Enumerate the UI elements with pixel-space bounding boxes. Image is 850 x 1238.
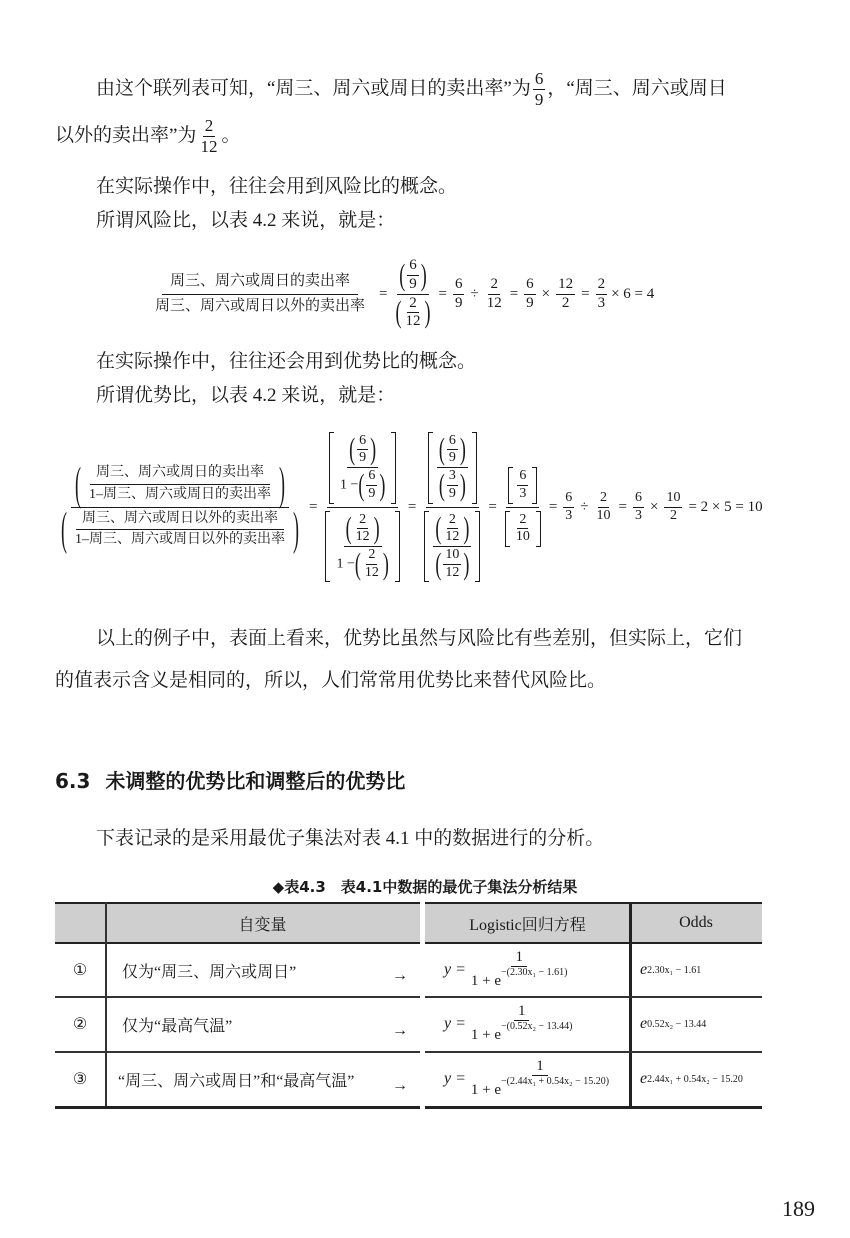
numerator: ( $\frac{6}{9}$ ) 1 − ( $\frac{6}{9}$ ): [327, 432, 398, 508]
numerator: 2: [598, 491, 609, 508]
row-equation: [444, 944, 571, 996]
odds-base: e: [640, 1070, 648, 1087]
text: 以外的卖出率”为: [55, 125, 197, 146]
row-index: ②: [72, 1016, 88, 1033]
numerator: 2: [366, 548, 377, 565]
denominator: 3: [597, 294, 606, 311]
equals: =: [379, 285, 388, 302]
equals: =: [618, 498, 627, 515]
numerator: 2: [447, 513, 458, 530]
numerator: 1: [514, 1004, 530, 1021]
numerator: 10: [664, 491, 682, 508]
denominator: 1–周三、周六或周日的卖出率: [89, 486, 271, 502]
divide: ÷: [580, 498, 589, 515]
denominator: 9: [368, 485, 376, 501]
numerator: 2: [488, 277, 500, 295]
denominator-base: 1 + e: [470, 1082, 502, 1098]
numerator: ( $\frac{6}{9}$ ): [397, 258, 429, 295]
equals: =: [548, 498, 558, 515]
numerator: 6: [453, 277, 465, 295]
denominator: ( $\frac{2}{12}$ ): [395, 294, 431, 330]
denominator-base: 1 + e: [470, 1027, 502, 1043]
denominator: 12: [405, 313, 421, 330]
numerator: 周三、周六或周日的卖出率: [90, 466, 270, 485]
text: 由这个联列表可知，“周三、周六或周日的卖出率”为: [96, 78, 531, 99]
equals: =: [488, 498, 497, 515]
numerator: 2: [204, 116, 214, 136]
row-odds: [640, 1053, 743, 1105]
denominator: ( $\frac{\text{周三、周六或周日以外的卖出率}}{\text{1–周三、周六或周日以外的卖出率}}$ ): [61, 502, 299, 555]
denominator: ( $\frac{2}{12}$ ) ( $\frac{10}{12}$ ): [422, 508, 482, 583]
denominator: 10: [515, 529, 530, 545]
denominator: 9: [359, 450, 367, 466]
numerator: ( $\frac{6}{9}$ ) ( $\frac{3}{9}$ ): [426, 432, 479, 508]
numerator: 1: [532, 1059, 548, 1076]
numerator: 2: [596, 277, 608, 295]
numerator: 6: [517, 469, 528, 486]
numerator: 2: [407, 296, 419, 314]
numerator: 6: [633, 491, 644, 508]
table-bottom-rule: [425, 1106, 762, 1109]
numerator: 12: [556, 277, 575, 295]
denominator: 9: [454, 294, 463, 311]
denominator: 2: [669, 507, 677, 523]
numerator: 6: [366, 469, 377, 486]
text-line: 所谓风险比，以表 4.2 来说，就是：: [96, 210, 396, 231]
denominator: 12: [445, 529, 460, 545]
result: × 6 = 4: [611, 285, 655, 302]
row-odds: [640, 944, 701, 996]
result: = 2 × 5 = 10: [688, 498, 763, 515]
denominator: 周三、周六或周日以外的卖出率: [155, 297, 366, 314]
denominator: 12: [200, 137, 218, 157]
table-header-left: [55, 902, 420, 944]
numerator: 10: [443, 548, 461, 565]
row-equation: [444, 998, 576, 1050]
odds-base: e: [640, 961, 648, 978]
text-line: 所谓优势比，以表 4.2 来说，就是：: [96, 385, 396, 406]
paragraph-table-intro: 下表记录的是采用最优子集法对表 4.1 中的数据进行的分析。: [96, 828, 605, 849]
odds-base: e: [640, 1015, 648, 1032]
denominator: 3: [634, 507, 642, 523]
denominator: 2: [561, 294, 570, 311]
one-minus: 1 −: [339, 477, 359, 493]
denominator: 9: [448, 450, 456, 466]
exponent: −(2.44x₁ + 0.54x₂ − 15.20): [501, 1076, 610, 1087]
times: ×: [649, 498, 659, 515]
denominator-base: 1 + e: [470, 973, 502, 989]
row-variable: 仅为“最高气温”: [122, 1017, 233, 1035]
equals: =: [581, 285, 590, 302]
row-index: ①: [72, 962, 88, 979]
eq-lhs: y =: [444, 1015, 466, 1032]
denominator: 9: [448, 485, 456, 501]
arrow-icon: →: [392, 967, 408, 984]
header-odds: Odds: [679, 914, 713, 931]
row-variable: 仅为“周三、周六或周日”: [122, 963, 297, 981]
odds-exponent: 0.52x₂ − 13.44: [647, 1018, 707, 1030]
denominator: 1–周三、周六或周日以外的卖出率: [75, 532, 285, 548]
text-line: 在实际操作中，往往还会用到优势比的概念。: [96, 351, 477, 372]
row-divider: [55, 996, 420, 998]
numerator: 3: [447, 469, 458, 486]
equals: =: [309, 498, 318, 515]
text-line: 的值表示含义是相同的，所以，人们常常用优势比来替代风险比。: [55, 670, 607, 691]
equals: =: [407, 498, 417, 515]
one-minus: 1 −: [336, 556, 355, 572]
odds-exponent: 2.44x₁ + 0.54x₂ − 15.20: [647, 1073, 743, 1085]
table-caption: ◆表4.3 表4.1中数据的最优子集法分析结果: [272, 878, 578, 896]
denominator: 3: [519, 485, 527, 501]
text-line: 在实际操作中，往往会用到风险比的概念。: [96, 176, 458, 197]
arrow-icon: →: [392, 1077, 408, 1094]
denominator: ( $\frac{2}{12}$ ) 1 − ( $\frac{2}{12}$ ): [323, 508, 401, 583]
denominator: 9: [526, 294, 534, 311]
numerator: 6: [447, 434, 458, 451]
exponent: −(0.52x₂ − 13.44): [501, 1021, 573, 1032]
text: ，“周三、周六或周日: [547, 78, 727, 99]
denominator: 12: [355, 529, 370, 545]
denominator: 3: [565, 507, 573, 523]
arrow-icon: →: [392, 1022, 408, 1039]
odds-exponent: 2.30x₁ − 1.61: [647, 964, 702, 976]
text: 。: [221, 125, 241, 146]
denominator: 12: [445, 564, 460, 580]
denominator: 9: [534, 90, 544, 110]
numerator: ( $\frac{\text{周三、周六或周日的卖出率}}{\text{1–周三、周六或周日的卖出率}}$ ): [71, 466, 289, 507]
numerator: 6: [407, 258, 419, 276]
row-equation: [444, 1053, 613, 1105]
denominator: 9: [409, 275, 417, 292]
numerator: 2: [517, 513, 528, 530]
eq-lhs: y =: [444, 961, 466, 978]
divide: ÷: [470, 285, 479, 302]
numerator: 6: [563, 491, 574, 508]
text-line: 以上的例子中，表面上看来，优势比虽然与风险比有些差别，但实际上，它们: [96, 628, 743, 649]
numerator: 2: [357, 513, 368, 530]
section-number: 6.3: [55, 769, 91, 793]
numerator: 6: [357, 434, 368, 451]
page-number: 189: [782, 1196, 815, 1221]
denominator: 10: [596, 507, 611, 523]
equals: =: [509, 285, 519, 302]
times: ×: [541, 285, 551, 302]
numerator: 1: [511, 950, 527, 967]
header-equation: Logistic回归方程: [469, 916, 586, 934]
exponent: −(2.30x₁ − 1.61): [501, 967, 568, 978]
table-bottom-rule: [55, 1106, 420, 1109]
column-divider: [629, 902, 632, 1108]
numerator: 周三、周六或周日的卖出率: [162, 274, 358, 295]
numerator: 周三、周六或周日以外的卖出率: [76, 512, 284, 531]
row-odds: [640, 998, 706, 1050]
row-index: ③: [72, 1071, 88, 1088]
denominator: 12: [364, 564, 379, 580]
equals: =: [438, 285, 447, 302]
header-variable: 自变量: [238, 916, 287, 934]
section-title: 未调整的优势比和调整后的优势比: [105, 769, 406, 793]
table-header-right: [425, 902, 762, 944]
denominator: 12: [486, 294, 502, 311]
numerator: 6: [534, 69, 544, 89]
numerator: 6: [524, 277, 536, 295]
column-divider: [105, 902, 107, 1108]
row-variable: “周三、周六或周日”和“最高气温”: [118, 1072, 355, 1090]
eq-lhs: y =: [444, 1070, 466, 1087]
